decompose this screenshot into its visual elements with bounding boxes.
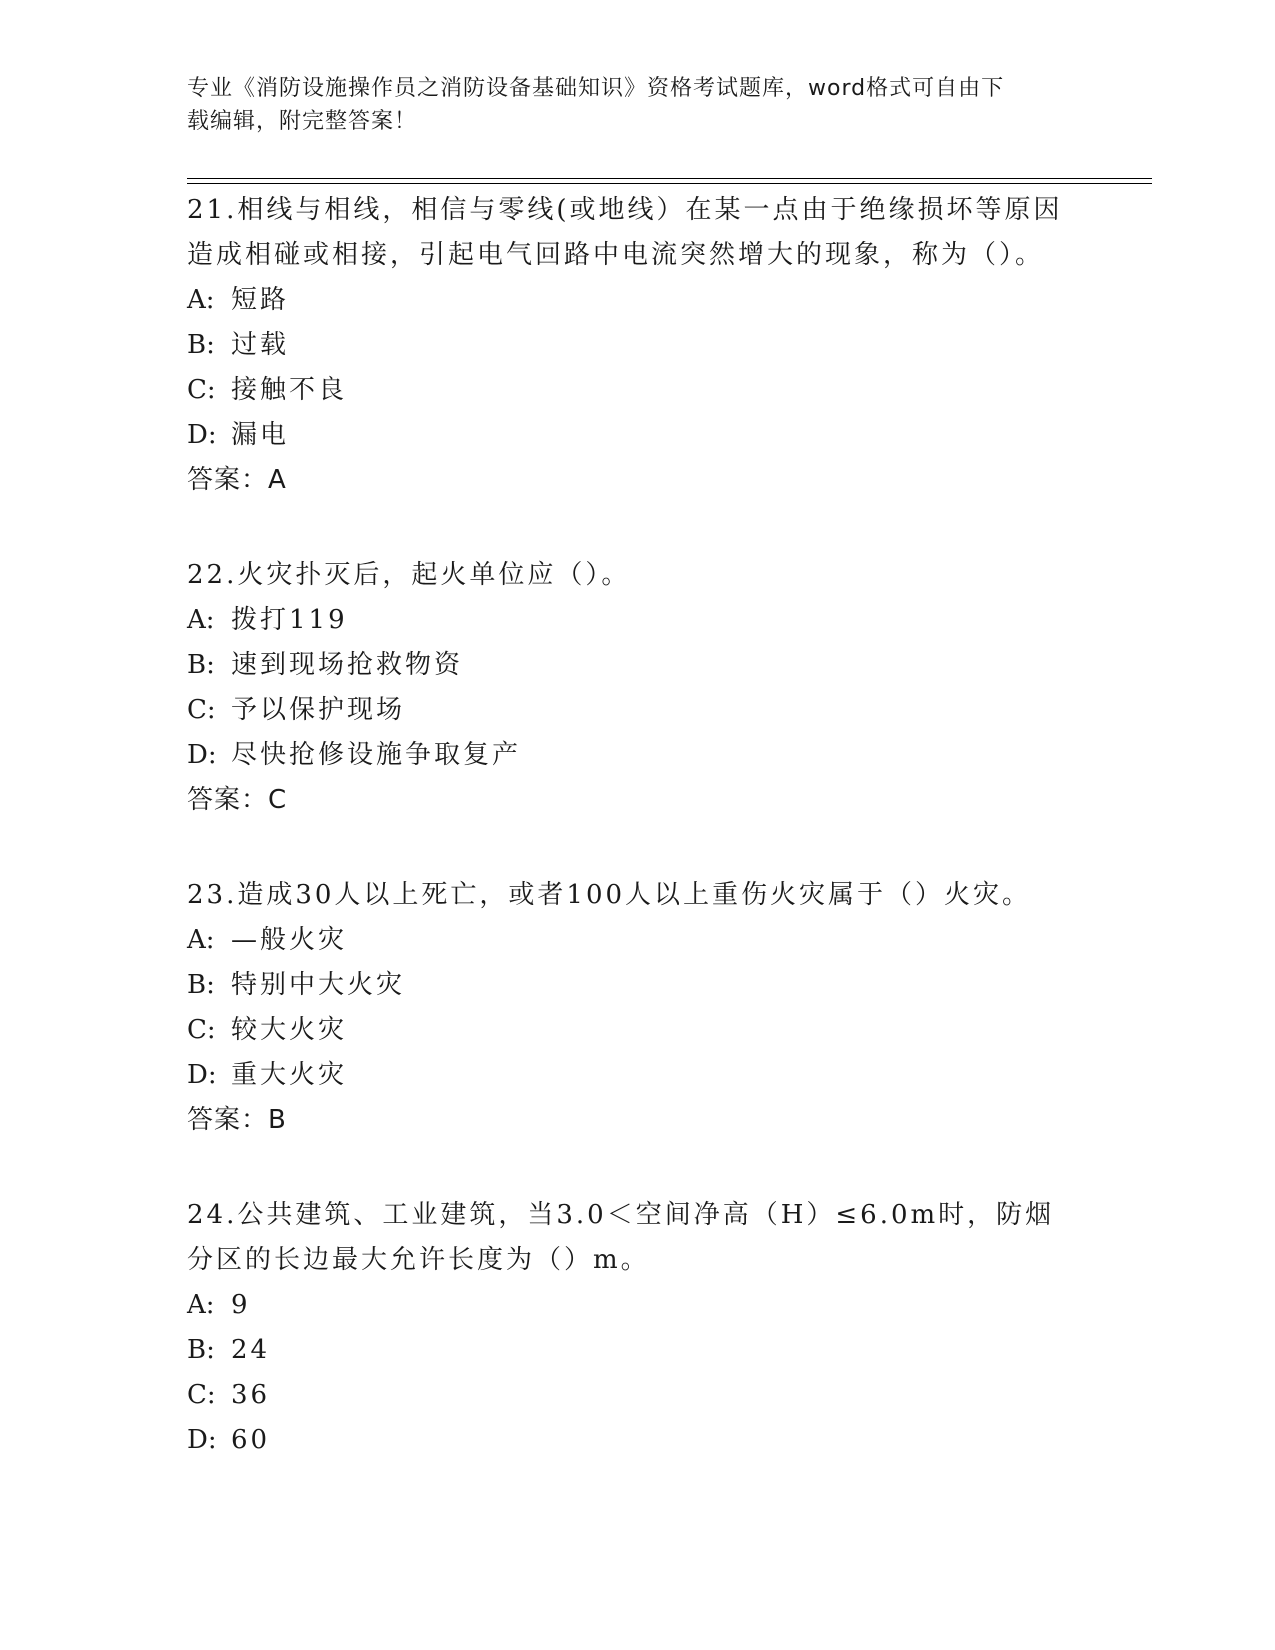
option-text: —般火灾 — [231, 925, 348, 955]
question-stem: 21.相线与相线，相信与零线(或地线）在某一点由于绝缘损坏等原因造成相碰或相接，引起电气回路中电流突然增大的现象，称为（）。 — [187, 195, 1063, 270]
option-key: A: — [187, 925, 215, 955]
document-header — [187, 72, 1077, 138]
option-text: 接触不良 — [231, 375, 348, 405]
option-text: 较大火灾 — [231, 1015, 348, 1045]
option-key: D: — [187, 1060, 217, 1090]
option-c — [187, 688, 1067, 733]
option-text: 拨打119 — [231, 605, 348, 635]
option-a — [187, 278, 1067, 323]
option-c — [187, 368, 1067, 413]
option-key: B: — [187, 650, 215, 680]
option-text: 尽快抢修设施争取复产 — [231, 740, 522, 770]
option-b — [187, 323, 1067, 368]
option-key: C: — [187, 1015, 216, 1045]
option-text: 60 — [231, 1425, 271, 1455]
option-key: A: — [187, 1290, 215, 1320]
option-text: 速到现场抢救物资 — [231, 650, 464, 680]
option-key: B: — [187, 970, 215, 1000]
option-c — [187, 1373, 1067, 1418]
option-c — [187, 1008, 1067, 1053]
option-a — [187, 1283, 1067, 1328]
option-d — [187, 733, 1067, 778]
option-d — [187, 1418, 1067, 1463]
option-text: 漏电 — [231, 420, 290, 450]
option-text: 24 — [231, 1335, 271, 1365]
option-key: D: — [187, 420, 217, 450]
option-key: A: — [187, 285, 215, 315]
header-divider-top — [187, 178, 1152, 179]
option-d — [187, 1053, 1067, 1098]
option-text: 特别中大火灾 — [231, 970, 406, 1000]
option-key: C: — [187, 1380, 216, 1410]
option-key: D: — [187, 740, 217, 770]
answer-line: 答案：C — [187, 785, 288, 815]
option-a — [187, 598, 1067, 643]
option-b — [187, 643, 1067, 688]
option-b — [187, 963, 1067, 1008]
option-text: 重大火灾 — [231, 1060, 348, 1090]
question-24 — [187, 1193, 1067, 1463]
question-stem: 24.公共建筑、工业建筑，当3.0＜空间净高（H）≤6.0m时，防烟分区的长边最大允许长度为（）m。 — [187, 1200, 1055, 1275]
header-line-2: 载编辑，附完整答案！ — [187, 109, 418, 134]
option-text: 短路 — [231, 285, 290, 315]
answer-line: 答案：A — [187, 465, 287, 495]
option-key: D: — [187, 1425, 217, 1455]
answer-line: 答案：B — [187, 1105, 287, 1135]
option-text: 9 — [231, 1290, 251, 1320]
question-22 — [187, 553, 1067, 823]
header-divider-bottom — [187, 183, 1152, 184]
option-a — [187, 918, 1067, 963]
header-line-1: 专业《消防设施操作员之消防设备基础知识》资格考试题库，word格式可自由下 — [187, 76, 1005, 101]
question-21 — [187, 188, 1067, 503]
option-d — [187, 413, 1067, 458]
option-key: B: — [187, 1335, 215, 1365]
question-23 — [187, 873, 1067, 1143]
option-text: 36 — [231, 1380, 271, 1410]
option-text: 予以保护现场 — [231, 695, 406, 725]
question-stem: 23.造成30人以上死亡，或者100人以上重伤火灾属于（）火灾。 — [187, 880, 1032, 910]
option-key: C: — [187, 695, 216, 725]
option-key: B: — [187, 330, 215, 360]
question-stem: 22.火灾扑灭后，起火单位应（）。 — [187, 560, 631, 590]
option-key: A: — [187, 605, 215, 635]
option-b — [187, 1328, 1067, 1373]
option-text: 过载 — [231, 330, 290, 360]
option-key: C: — [187, 375, 216, 405]
